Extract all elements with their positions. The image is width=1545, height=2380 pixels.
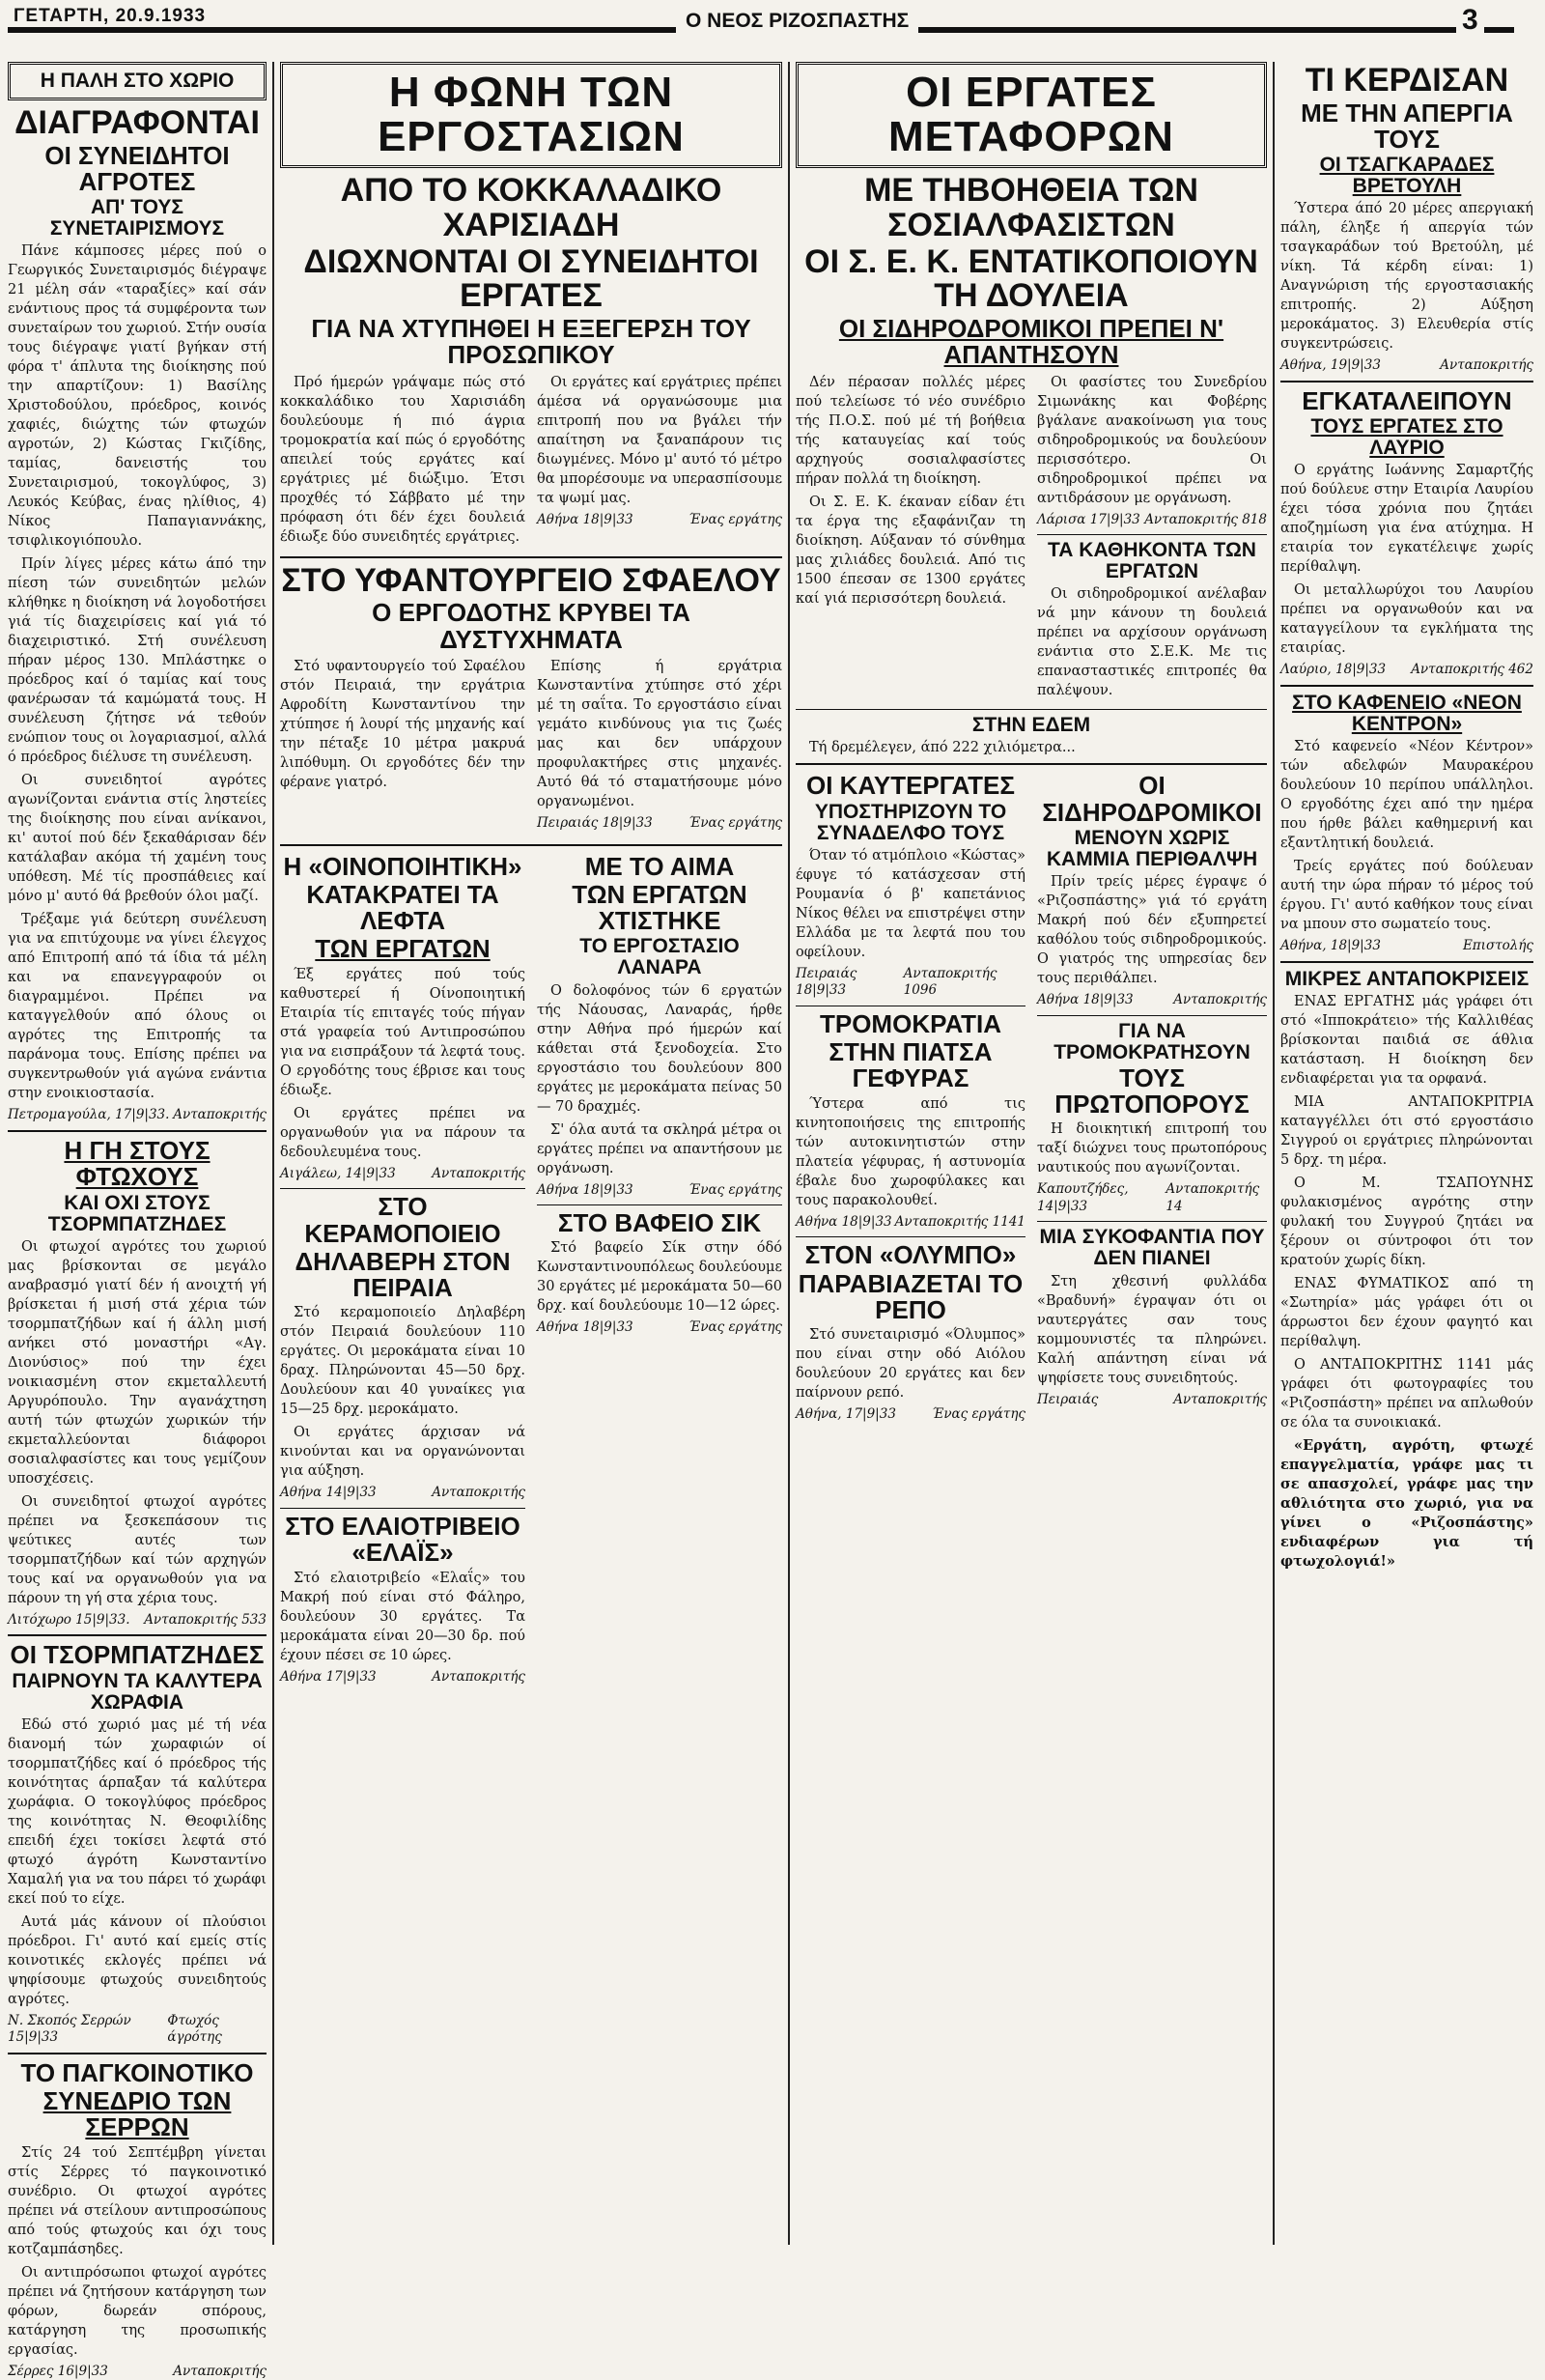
strip-text: Τή δρεμέλεγεν, άπό 222 χιλιόμετρα... <box>809 740 1076 756</box>
divider <box>1037 1015 1267 1016</box>
article-tsagkarades <box>1280 64 1533 375</box>
sign-author: Ανταποκριτής 462 <box>1411 662 1533 678</box>
subheadline: ΥΠΟΣΤΗΡΙΖΟΥΝ ΤΟ ΣΥΝΑΔΕΛΦΟ ΤΟΥΣ <box>814 800 1007 844</box>
paragraph: Σ' όλα αυτά τα σκληρά μέτρα οι εργάτες πρέπει να απαντήσουν με οργάνωση. <box>537 1121 782 1176</box>
signature <box>796 966 1025 1000</box>
signature <box>8 1107 267 1124</box>
headline: ΑΠΟ ΤΟ ΚΟΚΚΑΛΑΔΙΚΟ ΧΑΡΙΣΙΑΔΗ <box>340 172 722 244</box>
paragraph: Οι φτωχοί αγρότες του χωριού μας βρίσκονται σε μεγάλο αναβρασμό γιατί δέν ή ανοιχτή γή βρίσκεται ή μισή στά χέρια τών τσορμπατζήδων καί ή άλλη μισή ανήκει στό μοναστήρι «Αγ. Διονύσιος» πού την έχει νοικιασμένη στον εκμεταλλευτή Αργυρόπουλο. Την αγανάχτηση αυτή τών φτωχών χωρικών τήν εκμεταλλεύονται διάφοροι σοσιαλφασίστες και τους γεμίζουν υποσχέσεις. <box>8 1238 267 1487</box>
subheadline: ΜΕΝΟΥΝ ΧΩΡΙΣ ΚΑΜΜΙΑ ΠΕΡΙΘΑΛΨΗ <box>1046 827 1258 871</box>
sign-place: Αθήνα 18|9|33 <box>537 1181 633 1198</box>
sign-place: Ν. Σκοπός Σερρών 15|9|33 <box>8 2012 131 2046</box>
sign-author: Ανταποκριτής 1096 <box>903 965 997 999</box>
signature <box>537 512 782 529</box>
section-title: Η ΦΩΝΗ ΤΩΝ ΕΡΓΟΣΤΑΣΙΩΝ <box>378 69 685 161</box>
paragraph: Ο ΑΝΤΑΠΟΚΡΙΤΗΣ 1141 μάς γράφει ότι φωτογραφίες του «Ριζοσπάστη» πρέπει να απλωθούν σε όλα τα συνοικιακά. <box>1280 1356 1533 1431</box>
signature <box>1037 992 1267 1009</box>
paragraph: Οι εργάτες πρέπει να οργανωθούν για να πάρουν τα δεδουλευμένα τους. <box>280 1105 525 1160</box>
divider <box>1280 961 1533 963</box>
article-kokkaladiko <box>280 174 782 550</box>
sign-author: Ανταποκριτής 14 <box>1166 1181 1260 1214</box>
divider <box>1037 534 1267 535</box>
signature <box>796 1406 1025 1424</box>
divider <box>1280 685 1533 687</box>
article-gi-stous-ftohous <box>8 1135 267 1629</box>
sign-place: Λαύριο, 18|9|33 <box>1280 662 1387 678</box>
paragraph: Οι αντιπρόσωποι φτωχοί αγρότες πρέπει νά ζητήσουν κατάργηση των φόρων, δωρεάν σπόρους, κατάργηση της προσωπικής εργασίας. <box>8 2264 267 2358</box>
paragraph: Ύστερα από τις κινητοποιήσεις της επιτροπής τών αυτοκινητιστών στην πλατεία γέφυρας, ή αστυνομία έβαλε δυο χωροφύλακες και τους παρακολουθεί. <box>796 1095 1025 1208</box>
headline: ΣΤΟΝ «ΟΛΥΜΠΟ» <box>804 1240 1017 1270</box>
sign-author: Ανταποκριτής <box>1440 357 1533 374</box>
closing-appeal: «Εργάτη, αγρότη, φτωχέ επαγγελματία, γράφε μας τι σε απασχολεί, γράφε μας την αθλιότητα στο χωριό, για να γίνει ο «Ριζοσπάστης» ενδιαφέρων για τή φτωχολογιά!» <box>1280 1436 1533 1570</box>
subheadline: ΟΙ ΤΣΑΓΚΑΡΑΔΕΣ ΒΡΕΤΟΥΛΗ <box>1319 154 1495 198</box>
headline: ΣΤΟ ΥΦΑΝΤΟΥΡΓΕΙΟ ΣΦΑΕΛΟΥ <box>281 561 781 599</box>
kicker: Η ΠΑΛΗ ΣΤΟ ΧΩΡΙΟ <box>40 70 235 92</box>
sign-place: Καπουτζήδες, 14|9|33 <box>1037 1181 1129 1214</box>
sign-author: Ανταποκριτής <box>432 1165 525 1181</box>
article-yfantourgeio <box>280 561 782 838</box>
paragraph: Πρό ήμερών γράψαμε πώς στό κοκκαλάδικο του Χαρισιάδη δουλεύουμε ή πιό άγρια τρομοκρατία καί πώς ό εργοδότης απειλεί τούς εργάτες καί εργάτριες μέ διώξιμο. Έτσι προχθές τό Σάββατο μέ την πρόφαση ότι δέν έχει δουλειά έδιωξε δύο συνειδητές εργάτριες. <box>280 374 525 545</box>
section-banner <box>796 62 1267 168</box>
paragraph: Οι μεταλλωρύχοι του Λαυρίου πρέπει να οργανωθούν και να καταγγείλουν τα εγκλήματα της εταιρίας. <box>1280 582 1533 657</box>
kicker-box <box>8 62 267 100</box>
signature <box>280 1669 525 1686</box>
subheadline: ΔΗΛΑΒΕΡΗ ΣΤΟΝ ΠΕΙΡΑΙΑ <box>295 1246 511 1303</box>
paragraph: Οι συνειδητοί αγρότες αγωνίζονται ενάντια στίς ληστείες της διοίκησης που είναι ανίκανοι, κι' αυτοί πού δέν ξεκαθάρισαν δέν κατάλαβαν ακόμα τή χαμένη τους υπόθεση. Μέ τίς προσπάθειες καί μόνο μ' αυτό θά βρεθούν όλοι μαζί. <box>8 773 267 905</box>
headline-2: ΜΕ ΤΗΝ ΑΠΕΡΓΙΑ ΤΟΥΣ <box>1301 98 1513 154</box>
paragraph: Η διοικητική επιτροπή του ταξί διώχνει τους πρωτοπόρους ναυτικούς που αγωνίζονται. <box>1037 1121 1267 1176</box>
headline-2: ΚΑΤΑΚΡΑΤΕΙ ΤΑ ΛΕΦΤΑ <box>306 879 499 936</box>
divider <box>796 763 1267 765</box>
signature <box>537 815 782 833</box>
article-diagrafontai <box>8 106 267 1124</box>
sign-place: Αθήνα, 18|9|33 <box>1280 937 1381 953</box>
headline: Η ΓΗ ΣΤΟΥΣ ΦΤΩΧΟΥΣ <box>64 1135 211 1192</box>
paragraph: Εδώ στό χωριό μας μέ τή νέα διανομή τών χωραφιών οί τσορμπατζήδες καί ό πρόεδρος τής κοινότητας άρπαξαν τά καλύτερα χωράφια. Ο τοκογλύφος πρόεδρος της κοινότητας Ν. Θεοφιλίδης επειδή έχει τοκίσει λεφτά στό φτωχό άγρότη Κωνσταντίνο Χαμαλή για να του πάρει τό χωράφι εκεί πού το είχε. <box>8 1716 267 1907</box>
headline: ΣΤΟ ΒΑΦΕΙΟ ΣΙΚ <box>557 1208 762 1238</box>
sign-place: Αθήνα 18|9|33 <box>1037 992 1134 1008</box>
headline: ΓΙΑ ΝΑ ΤΡΟΜΟΚΡΑΤΗΣΟΥΝ <box>1053 1019 1250 1063</box>
signature <box>8 1612 267 1629</box>
paragraph: Όταν τό ατμόπλοιο «Κώστας» έφυγε τό κατάσχεσαν στή Ρουμανία ό β' καπετάνιος Νίκος θέλει να επιστρέψει στην Ελλάδα με τα λεφτά που του οφείλουν. <box>796 847 1025 960</box>
paragraph: Ο δολοφόνος τών 6 εργατών τής Νάουσας, Λαναράς, ήρθε στην Αθήνα πρό ήμερών καί κάθεται στά ξενοδοχεία. Στο εργοστάσιο του δουλεύουν 800 εργάτες με μεροκάματα πείνας 50 — 70 δραχμές. <box>537 982 782 1115</box>
page-header <box>0 0 1545 62</box>
sign-author: Ανταποκριτής <box>173 2363 267 2379</box>
headline-3: ΤΟ ΕΡΓΟΣΤΑΣΙΟ ΛΑΝΑΡΑ <box>579 935 740 979</box>
headline-2: ΤΩΝ ΕΡΓΑΤΩΝ ΧΤΙΣΤΗΚΕ <box>572 879 747 936</box>
sign-author: Φτωχός άγρότης <box>167 2012 222 2046</box>
headline: ΕΓΚΑΤΑΛΕΙΠΟΥΝ <box>1302 385 1512 415</box>
sign-place: Πετρομαγούλα, 17|9|33. <box>8 1107 170 1123</box>
article-lanaras <box>537 851 782 1200</box>
headline: ΟΙ ΣΙΔΗΡΟΔΡΟΜΙΚΟΙ <box>1042 771 1262 827</box>
paragraph: ΕΝΑΣ ΕΡΓΑΤΗΣ μάς γράφει ότι στό «Ιπποκράτειο» τής Καλλιθέας βρίσκονται παιδιά σε άθλια κατάσταση. Η διοίκηση δεν ενδιαφέρεται για τα ορφανά. <box>1280 993 1533 1087</box>
signature <box>537 1319 782 1337</box>
divider <box>8 1634 267 1636</box>
subheadline: ΤΟΥΣ ΕΡΓΑΤΕΣ ΣΤΟ ΛΑΥΡΙΟ <box>1310 415 1503 460</box>
paragraph: Τρέξαμε γιά δεύτερη συνέλευση για να επιτύχουμε να γίνει έλεγχος από Επιτροπή από τά ίδια τά μέλη και να επανεγγραφούν οι διαγραμμένοι. Πρέπει να καταγγελθούν από όλους οι αγρότες της Επιτροπής τα παράνομα τους. Επίσης πρέπει να συγκεντρωθούν γιά αγώνα ενάντια στην ενοικιοστασία. <box>8 912 267 1102</box>
subheadline: Ο ΕΡΓΟΔΟΤΗΣ ΚΡΥΒΕΙ ΤΑ ΔΥΣΤΥΧΗΜΑΤΑ <box>372 598 690 654</box>
subheadline: ΤΟΥΣ ΠΡΩΤΟΠΟΡΟΥΣ <box>1054 1062 1250 1119</box>
paragraph: Ο Μ. ΤΣΑΠΟΥΝΗΣ φυλακισμένος αγρότης στην φυλακή του Συγγρού ζητάει να ξέρουν οι σύντροφοι ότι τον κρατούν χωρίς δίκη. <box>1280 1175 1533 1268</box>
section-title: ΟΙ ΕΡΓΑΤΕΣ ΜΕΤΑΦΟΡΩΝ <box>888 69 1174 161</box>
lower-articles <box>796 771 1267 1429</box>
newspaper-name: Ο ΝΕΟΣ ΡΙΖΟΣΠΑΣΤΗΣ <box>676 10 918 33</box>
signature <box>1280 662 1533 679</box>
headline: ΟΙ ΚΑΥΤΕΡΓΑΤΕΣ <box>805 771 1015 801</box>
headline: ΜΕ ΤΗΒΟΗΘΕΙΑ ΤΩΝ ΣΟΣΙΑΛΦΑΣΙΣΤΩΝ <box>864 172 1198 244</box>
article-sek <box>796 174 1267 704</box>
article-columns <box>796 371 1267 705</box>
subheadline: ΣΤΗΝ ΠΙΑΤΣΑ ΓΕΦΥΡΑΣ <box>829 1037 993 1093</box>
article-columns <box>280 371 782 551</box>
article-sidirodromikoi <box>1037 773 1267 1008</box>
paragraph: Οι εργάτες καί εργάτριες πρέπει άμέσα νά οργανώσουμε μια επιτροπή που να βγάλει τήν απαίτηση να ξαναπάρουν τις διωγμένες. Μόνο μ' αυτό τό μέτρο θα μπορέσουμε να υπερασπίσουμε τα ψωμί μας. <box>537 374 782 506</box>
signature <box>1037 512 1267 529</box>
section-banner <box>280 62 782 168</box>
paragraph: ΕΝΑΣ ΦΥΜΑΤΙΚΟΣ από τη «Σωτηρία» μάς γράφει ότι οι άρρωστοι δεν έχουν φαγητό και περίθαλψη. <box>1280 1275 1533 1349</box>
subheadline: ΚΑΙ ΟΧΙ ΣΤΟΥΣ ΤΣΟΡΜΠΑΤΖΗΔΕΣ <box>47 1191 227 1235</box>
sign-author: Ένας εργάτης <box>688 511 782 527</box>
paragraph: Στό βαφείο Σίκ στην όδό Κωνσταντινουπόλεως δουλεύουμε 30 εργάτες μέ μεροκάματα 50—60 δρχ. καί δουλεύουμε 10—12 ώρες. <box>537 1240 782 1315</box>
paragraph: Οι συνειδητοί φτωχοί αγρότες πρέπει να ξεσκεπάσουν τις ψεύτικες αυτές των τσορμπατζήδων καί τών αρχηγών τους καί να οργανωθούν για να πάρουν τη γή στα χέρια τους. <box>8 1493 267 1606</box>
paragraph: Στό υφαντουργείο τού Σφαέλου στόν Πειραιά, την εργάτρια Αφροδίτη Κωνσταντίνου την χτύπησε ή λουρί τής μηχανής καί την πέταξε 10 μέτρα μακρυά λιπόθυμη. Οι εργοδότες δέν την φέρανε γιατρό. <box>280 659 525 790</box>
sign-place: Αθήνα, 17|9|33 <box>796 1406 896 1423</box>
divider <box>1280 381 1533 382</box>
article-oinopoiitiki <box>280 851 525 1183</box>
headline: ΜΙΚΡΕΣ ΑΝΤΑΠΟΚΡΙΣΕΙΣ <box>1284 967 1530 990</box>
divider <box>796 1236 1025 1237</box>
signature <box>1280 357 1533 375</box>
sign-author: Ανταποκριτής <box>173 1107 267 1123</box>
signature <box>1037 1181 1267 1215</box>
paragraph: Δέν πέρασαν πολλές μέρες πού τελείωσε τό νέο συνέδριο τής Π.Ο.Σ. πού μέ τή βοήθεια τής καταυγείας καί τούς αρχηγούς σοσιαλφασίστες πήραν πολλά τη διοίκηση. <box>796 374 1025 487</box>
paragraph: Στό καφενείο «Νέον Κέντρον» τών αδελφών Μαυρακέρου δουλεύουν 10 περίπου υπάλληλοι. Ο εργοδότης έχει από την ημέρα που ήρθε βάλει καθημερινή και εξαντλητική δουλειά. <box>1280 738 1533 851</box>
sign-author: Ένας εργάτης <box>932 1406 1025 1423</box>
issue-date: ΓΕΤΑΡΤΗ, 20.9.1933 <box>14 6 207 26</box>
subheadline: ΠΑΙΡΝΟΥΝ ΤΑ ΚΑΛΥΤΕΡΑ ΧΩΡΑΦΙΑ <box>12 1669 263 1714</box>
sign-author: Ένας εργάτης <box>688 815 782 831</box>
paragraph: Τρείς εργάτες πού δούλευαν αυτή την ώρα πήραν τό μέρος τού έργου. Γι' αυτό καθήκον τους είναι να μπουν στο σωματείο τους. <box>1280 858 1533 932</box>
article-vafeio-sik <box>537 1210 782 1337</box>
headline-2: ΔΙΩΧΝΟΝΤΑΙ ΟΙ ΣΥΝΕΙΔΗΤΟΙ ΕΡΓΑΤΕΣ <box>303 242 759 315</box>
sign-place: Πειραιάς 18|9|33 <box>537 815 653 831</box>
column-rule <box>1273 62 1275 2245</box>
headline: ΤΟ ΠΑΓΚΟΙΝΟΤΙΚΟ <box>20 2057 254 2087</box>
paragraph: Στό ελαιοτριβείο «Ελαΐς» του Μακρή πού είναι στό Φάληρο, δουλεύουν 30 εργάτες. Τα μεροκάματα είναι 20—30 δρ. πού έχουν πέσει σε 10 ώρες. <box>280 1570 525 1663</box>
signature <box>537 1182 782 1200</box>
headline: ΣΤΟ ΕΛΑΙΟΤΡΙΒΕΙΟ «ΕΛΑΪΣ» <box>285 1512 520 1568</box>
article-pagkoinotiko <box>8 2057 267 2380</box>
article-sykofantia <box>1037 1227 1267 1408</box>
divider <box>280 1508 525 1509</box>
article-columns <box>280 655 782 838</box>
article-kautergates <box>796 773 1025 999</box>
headline-2: ΟΙ ΣΥΝΕΙΔΗΤΟΙ ΑΓΡΟΤΕΣ <box>44 140 230 197</box>
sign-place: Σέρρες 16|9|33 <box>8 2363 108 2379</box>
paragraph: Οι σιδηροδρομικοί ανέλαβαν νά μην κάνουν τη δουλειά πρέπει να αρχίσουν οργάνωση ενάντια στο Σ.Ε.Κ. Με τις επανασταστικές επιτροπές θα παλέψουν. <box>1037 586 1267 699</box>
sign-place: Πειραιάς 18|9|33 <box>796 965 857 999</box>
headline: ΔΙΑΓΡΑΦΟΝΤΑΙ <box>14 104 260 142</box>
page-number: 3 <box>1456 4 1484 37</box>
article-tsorbatzides <box>8 1642 267 2046</box>
divider <box>8 2053 267 2054</box>
headline-3: ΓΙΑ ΝΑ ΧΤΥΠΗΘΕΙ Η ΕΞΕΓΕΡΣΗ ΤΟΥ ΠΡΟΣΩΠΙΚΟΥ <box>311 314 751 370</box>
paragraph: Πρίν λίγες μέρες κάτω άπό την πίεση τών συνειδητών μελών κλήθηκε η διοίκηση νά λογοδοτήσει γιά τίς διαχειρίσεις καί γιά τό διαχειριστικό. Στή συνέλευση πήραν μέρος 130. Μπλάστηκε ο πρόεδρος καί ό ταμίας καί τους φανέρωσαν τά καμώματά τους. Η συνέλευση ζήτησε νά τεθούν ενώπιον τους οι λογαριασμοί, αλλά ό πρόεδρος διέλυσε τη συνέλευση. <box>8 556 267 766</box>
column-2 <box>280 62 782 2254</box>
paragraph: ΜΙΑ ΑΝΤΑΠΟΚΡΙΤΡΙΑ καταγγέλλει ότι στό εργοστάσιο Σιγγρού οι εργάτριες πληρώνονται 5 δρχ. τη μέρα. <box>1280 1093 1533 1168</box>
paragraph: Στό συνεταιρισμό «Όλυμπος» που είναι στην οδό Αιόλου δουλεύουν 20 εργάτες και δεν παίρνουν ρεπό. <box>796 1327 1025 1402</box>
signature <box>1037 1392 1267 1409</box>
subheadline: ΣΥΝΕΔΡΙΟ ΤΩΝ ΣΕΡΡΩΝ <box>42 2085 232 2142</box>
column-1 <box>8 62 267 2379</box>
signature <box>1280 938 1533 955</box>
divider <box>1037 1221 1267 1222</box>
divider <box>537 1204 782 1205</box>
sign-place: Λιτόχωρο 15|9|33. <box>8 1611 130 1628</box>
sign-place: Αιγάλεω, 14|9|33 <box>280 1165 396 1181</box>
article-mikres-antapokriseis <box>1280 969 1533 1572</box>
sign-author: Ένας εργάτης <box>688 1181 782 1198</box>
signature <box>280 1485 525 1502</box>
column-3 <box>796 62 1267 2254</box>
signature <box>280 1166 525 1183</box>
paragraph: Έξ εργάτες πού τούς καθυστερεί ή Οίνοποιητική Εταιρία τίς επιταγές τούς πήγαν στά γραφεία τού Αντιπροσώπου για να εισπράξουν τά λεφτά τους. Ο εργοδότης τους έβρισε και τους έδιωξε. <box>280 966 525 1098</box>
paragraph: Οι εργάτες άρχισαν νά κινούνται και να οργανώνονται για αύξηση. <box>280 1425 525 1480</box>
paragraph: Στό κεραμοποιείο Δηλαβέρη στόν Πειραιά δουλεύουν 110 εργάτες. Οι μεροκάματα είναι 10 δραχ. Πληρώνονται 45—50 δρχ. Δουλεύουν και 40 γυναίκες για 15—25 δρχ. μεροκάματο. <box>280 1305 525 1418</box>
headline: ΣΤΟ ΚΕΡΑΜΟΠΟΙΕΙΟ <box>304 1192 501 1248</box>
subheadline: ΑΠ' ΤΟΥΣ ΣΥΝΕΤΑΙΡΙΣΜΟΥΣ <box>49 196 225 241</box>
article-tromokratia <box>796 1008 1025 1231</box>
sign-place: Αθήνα 18|9|33 <box>796 1213 892 1230</box>
subheadline: ΠΑΡΑΒΙΑΖΕΤΑΙ ΤΟ ΡΕΠΟ <box>798 1268 1024 1324</box>
sign-author: Ανταποκριτής <box>1173 992 1267 1008</box>
sign-place: Λάρισα 17|9|33 <box>1037 511 1140 527</box>
sign-author: Ανταποκριτής 818 <box>1144 511 1267 527</box>
divider <box>280 556 782 558</box>
sign-author: Ανταποκριτής <box>432 1668 525 1685</box>
headline-2: ΟΙ Σ. Ε. Κ. ΕΝΤΑΤΙΚΟΠΟΙΟΥΝ ΤΗ ΔΟΥΛΕΙΑ <box>804 242 1258 315</box>
headline: Η «ΟΙΝΟΠΟΙΗΤΙΚΗ» <box>283 851 522 881</box>
sign-place: Αθήνα 18|9|33 <box>537 1319 633 1336</box>
headline: ΤΡΟΜΟΚΡΑΤΙΑ <box>819 1008 1002 1038</box>
article-protoporoi <box>1037 1021 1267 1216</box>
headline-3: ΤΩΝ ΕΡΓΑΤΩΝ <box>315 934 491 964</box>
paragraph: Πρίν τρείς μέρες έγραψε ό «Ριζοσπάστης» γιά τό εργάτη Μακρή πού δέν εξυπηρετεί καθόλου τούς σιδηροδρομικούς. Ο γιατρός της υπηρεσίας δεν τους περιθάλπει. <box>1037 874 1267 987</box>
sign-author: Επιστολής <box>1462 937 1533 953</box>
paragraph: Στίς 24 τού Σεπτέμβρη γίνεται στίς Σέρρες τό παγκοινοτικό συνέδριο. Οι φτωχοί αγρότες πρέπει νά στείλουν αντιπροσώπους από τούς φτωχούς και όχι τους κοτζαμπάσηδες. <box>8 2144 267 2257</box>
paragraph: Οι Σ. Ε. Κ. έκαναν είδαν έτι τα έργα της εξαφάνιζαν τη διοίκηση. Αύξαναν τό σύνθημα μας χιλιάδες δουλειά. Από τις 1500 έπεσαν σε 1300 εργάτες καί γιά περισσότερη δουλειά. <box>796 494 1025 607</box>
sign-place: Πειραιάς <box>1037 1391 1099 1407</box>
headline: ΜΙΑ ΣΥΚΟΦΑΝΤΙΑ ΠΟΥ ΔΕΝ ΠΙΑΝΕΙ <box>1039 1226 1265 1270</box>
headline-3: ΟΙ ΣΙΔΗΡΟΔΡΟΜΙΚΟΙ ΠΡΕΠΕΙ Ν' ΑΠΑΝΤΗΣΟΥΝ <box>838 314 1224 370</box>
divider <box>796 709 1267 710</box>
paragraph: Πάνε κάμποσες μέρες πού ο Γεωργικός Συνεταιρισμός διέγραψε 21 μέλη σάν «ταραξίες» καί σάν ενάντιους προς τά συμφέροντα των συνεταίρων του χωριού. Στήν ουσία τους διέγραψε γιατί βγήκαν στή φόρα τ' άπλυτα της διοίκησης πού την απαρτίζουν: 1) Βασίλης Χριστοδούλου, πρόεδρος, κοινός χαφιές, διώχτης τών φτωχών αγροτών, 2) Κώστας Γκιζίδης, ταμίας, δανειστής του Συνεταιρισμού, τοκογλύφος, 3) Λευκός Κεύβας, ένας ηλίθιος, 4) Νίκος Παπαγιαννάκης, τσιφλικογιόπουλο. <box>8 243 267 550</box>
divider <box>8 1130 267 1132</box>
sign-place: Αθήνα 18|9|33 <box>537 511 633 527</box>
lower-articles <box>280 852 782 1692</box>
paragraph: Ύστερα άπό 20 μέρες απεργιακή πάλη, έληξε ή απεργία τών τσαγκαράδων τού Βρετούλη, μέ νίκη. Τά κέρδη είναι: 1) Αναγνώριση τής εργοστασιακής επιτροπής. 2) Αύξηση μεροκάματος. 3) Ελευθερία στίς συγκεντρώσεις. <box>1280 201 1533 353</box>
divider <box>280 844 782 846</box>
article-keramopoieio <box>280 1194 525 1502</box>
signature <box>8 2364 267 2380</box>
headline: ΤΑ ΚΑΘΗΚΟΝΤΑ ΤΩΝ ΕΡΓΑΤΩΝ <box>1048 539 1256 583</box>
sign-author: Ανταποκριτής <box>432 1485 525 1501</box>
signature <box>796 1214 1025 1232</box>
paragraph: Στη χθεσινή φυλλάδα «Βραδυνή» έγραψαν ότι οι ναυτεργάτες σαν τους κομμουνιστές τα πληρώνει. Καλή απάντηση είναι νά ψηφίσετε τους συνειδητούς. <box>1037 1273 1267 1386</box>
article-lavrio <box>1280 385 1533 679</box>
sign-author: Ανταποκριτής <box>1173 1391 1267 1407</box>
headline: ΤΙ ΚΕΡΔΙΣΑΝ <box>1305 62 1509 99</box>
sign-place: Αθήνα, 19|9|33 <box>1280 357 1381 374</box>
sign-author: Ανταποκριτής 1141 <box>894 1213 1025 1230</box>
paragraph: Ο εργάτης Ιωάννης Σαμαρτζής πού δούλευε στην Εταιρία Λαυρίου έχει τόσα χρόνια που ζητάει αποζημίωση για ένα ατύχημα. Η εταιρία τον εγκατέλειψε χωρίς περίθαλψη. <box>1280 463 1533 576</box>
sign-place: Αθήνα 17|9|33 <box>280 1668 377 1685</box>
article-elaiotriveio <box>280 1514 525 1686</box>
article-kafeneio <box>1280 693 1533 955</box>
headline: ΜΕ ΤΟ ΑΙΜΑ <box>584 851 735 881</box>
signature <box>8 2013 267 2047</box>
column-rule <box>788 62 790 2245</box>
article-olympos <box>796 1242 1025 1423</box>
column-rule <box>272 62 274 2245</box>
divider <box>280 1188 525 1189</box>
sign-author: Ανταποκριτής 533 <box>144 1611 267 1628</box>
sign-author: Ένας εργάτης <box>688 1319 782 1336</box>
paragraph: Αυτά μάς κάνουν οί πλούσιοι πρόεδροι. Γι' αυτό καί εμείς στίς κοινοτικές εκλογές πρέπει νά ψηφίσουμε φτωχούς συνειδητούς αγρότες. <box>8 1913 267 2007</box>
sign-place: Αθήνα 14|9|33 <box>280 1485 377 1501</box>
column-4 <box>1280 62 1533 2254</box>
headline: ΣΤΟ ΚΑΦΕΝΕΙΟ «ΝΕΟΝ ΚΕΝΤΡΟΝ» <box>1292 691 1522 735</box>
paragraph: Οι φασίστες του Συνεδρίου Σιμωνάκης και Φοβέρης βγάλανε ανακοίνωση για τους σιδηροδρομικούς να δουλεύουν περισσότερο. Οι σιδηροδρομικοί πρέπει να αντιδράσουν με οργάνωση. <box>1037 374 1267 506</box>
strip-title: ΣΤΗΝ ΕΔΕΜ <box>971 714 1091 737</box>
paragraph: Επίσης ή εργάτρια Κωνσταντίνα χτύπησε στό χέρι μέ τη σαΐτα. Το εργοστάσιο είναι γεμάτο κινδύνους για τις ζωές μας και δεν υπάρχουν προφυλακτήρες στις μηχανές. Αυτό θά τό σταματήσουμε μόνο οργανωμένοι. <box>537 659 782 809</box>
headline: ΟΙ ΤΣΟΡΜΠΑΤΖΗΔΕΣ <box>10 1640 265 1670</box>
